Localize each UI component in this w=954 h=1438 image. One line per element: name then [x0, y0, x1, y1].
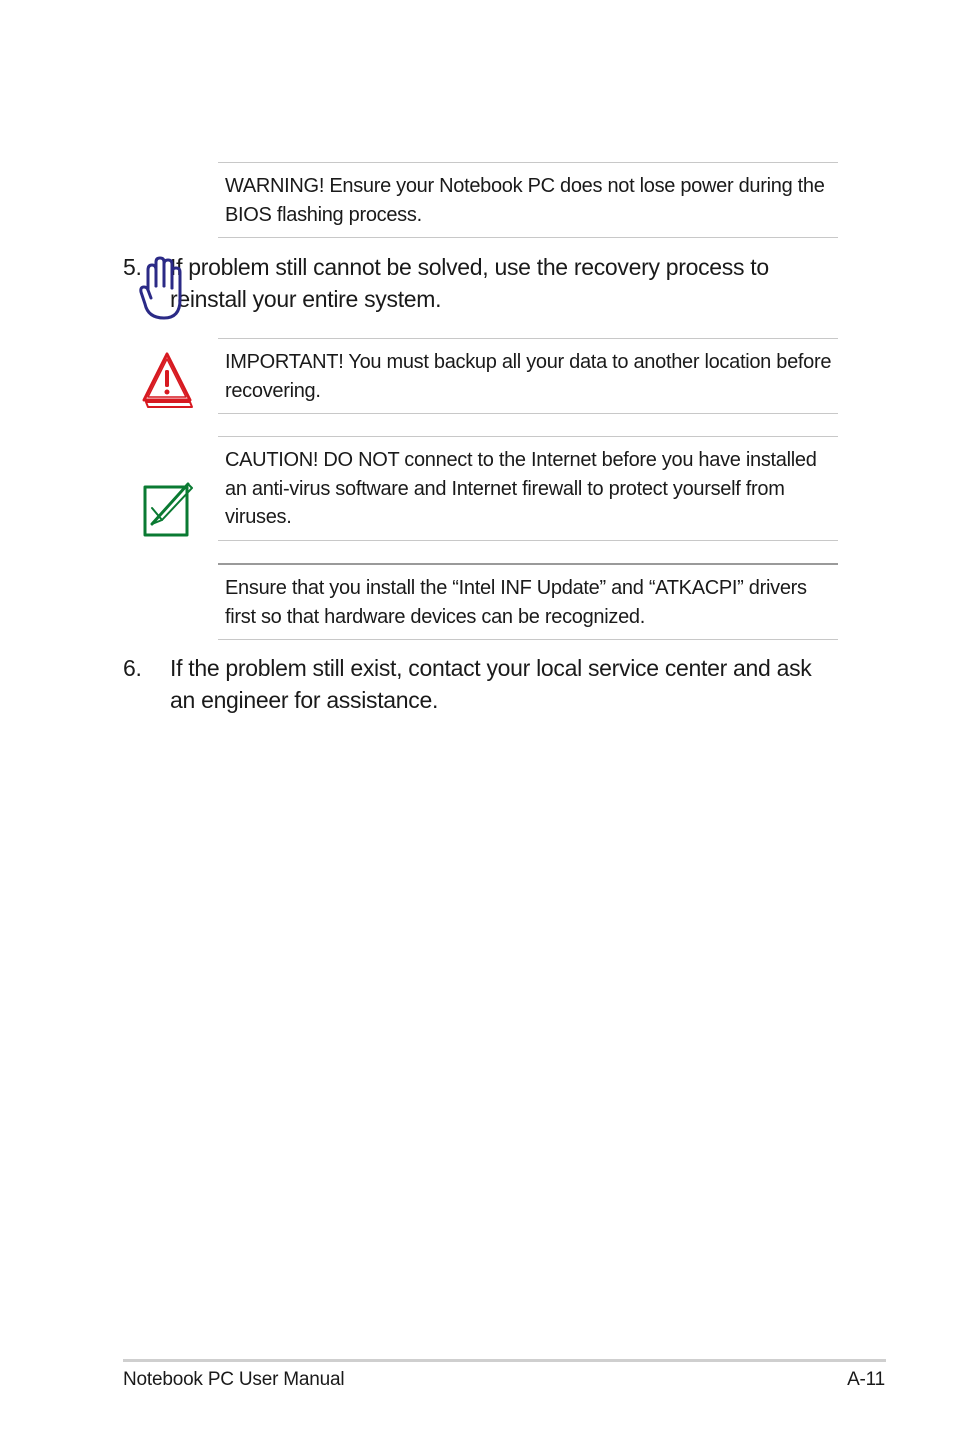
driver-note-text: Ensure that you install the “Intel INF Update” and “ATKACPI” drivers first so that hardware devices can be recognized.	[225, 577, 807, 628]
important-note	[218, 338, 838, 414]
step-6-text: If the problem still exist, contact your local service center and ask an engineer for assistance.	[170, 655, 812, 713]
footer-title: Notebook PC User Manual	[123, 1369, 345, 1390]
footer-rule	[123, 1359, 886, 1362]
step-5-number: 5.	[123, 254, 142, 280]
step-6-number: 6.	[123, 655, 142, 681]
caution-note-text: CAUTION! DO NOT connect to the Internet before you have installed an anti-virus software and Internet firewall to protect yourself from viruses.	[225, 449, 817, 528]
step-5-text: If problem still cannot be solved, use the recovery process to reinstall your entire system.	[170, 254, 769, 312]
page-number: A-11	[847, 1369, 885, 1390]
note-pencil-icon	[140, 478, 196, 540]
warning-triangle-icon	[140, 350, 194, 410]
driver-note	[218, 563, 838, 640]
caution-note	[218, 436, 838, 541]
warning-note	[218, 162, 838, 238]
warning-note-text: WARNING! Ensure your Notebook PC does not lose power during the BIOS flashing process.	[225, 175, 825, 226]
hand-stop-icon	[138, 256, 190, 322]
important-note-text: IMPORTANT! You must backup all your data to another location before recovering.	[225, 351, 832, 402]
